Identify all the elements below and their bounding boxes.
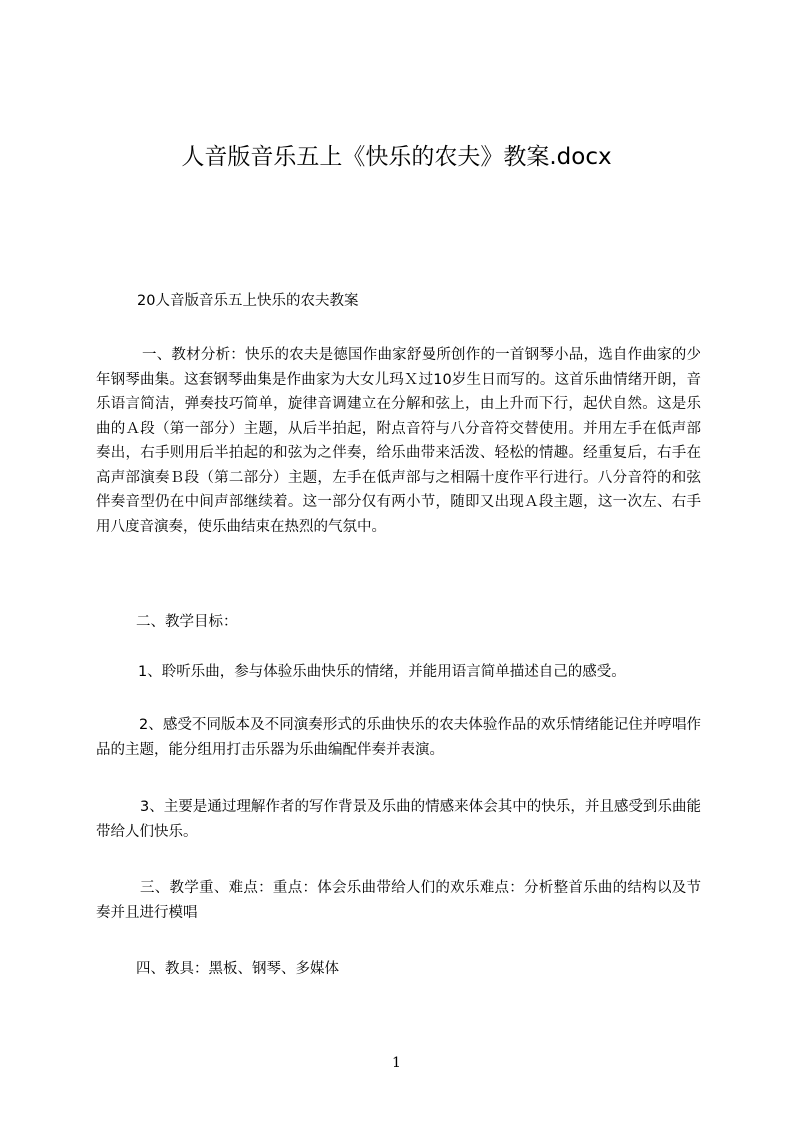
paragraph-teaching-tools: 四、教具：黑板、钢琴、多媒体	[136, 961, 339, 977]
paragraph-goal-3: 3、主要是通过理解作者的写作背景及乐曲的情感来体会其中的快乐，并且感受到乐曲能带给人们快乐。	[96, 799, 701, 840]
document-title: 人音版音乐五上《快乐的农夫》教案.docx	[181, 144, 612, 170]
paragraph-goal-1: 1、聆听乐曲，参与体验乐曲快乐的情绪，并能用语言简单描述自己的感受。	[138, 664, 626, 680]
paragraph-key-difficult-points: 三、教学重、难点：重点：体会乐曲带给人们的欢乐难点：分析整首乐曲的结构以及节奏并且进行模唱	[96, 880, 701, 921]
paragraph-goal-2: 2、感受不同版本及不同演奏形式的乐曲快乐的农夫体验作品的欢乐情绪能记住并哼唱作品的主题，能分组用打击乐器为乐曲编配伴奏并表演。	[96, 717, 701, 758]
paragraph-material-analysis: 一、教材分析：快乐的农夫是德国作曲家舒曼所创作的一首钢琴小品，选自作曲家的少年钢琴曲集。这套钢琴曲集是作曲家为大女儿玛Ｘ过10岁生日而写的。这首乐曲情绪开朗，音乐语言简洁，弹奏技巧简单，旋律音调建立在分解和弦上，由上升而下行，起伏自然。这是乐曲的Ａ段（第一部分）主题，从后半拍起，附点音符与八分音符交替使用。并用左手在低声部奏出，右手则用后半拍起的和弦为之伴奏，给乐曲带来活泼、轻松的情趣。经重复后，右手在高声部演奏Ｂ段（第二部分）主题，左手在低声部与之相隔十度作平行进行。八分音符的和弦伴奏音型仍在中间声部继续着。这一部分仅有两小节，随即又出现Ａ段主题，这一次左、右手用八度音演奏，使乐曲结束在热烈的气氛中。	[96, 347, 701, 535]
page-number: 1	[392, 1055, 401, 1071]
heading-teaching-goals: 二、教学目标：	[136, 614, 238, 630]
lesson-plan-subtitle: 20人音版音乐五上快乐的农夫教案	[137, 293, 359, 309]
